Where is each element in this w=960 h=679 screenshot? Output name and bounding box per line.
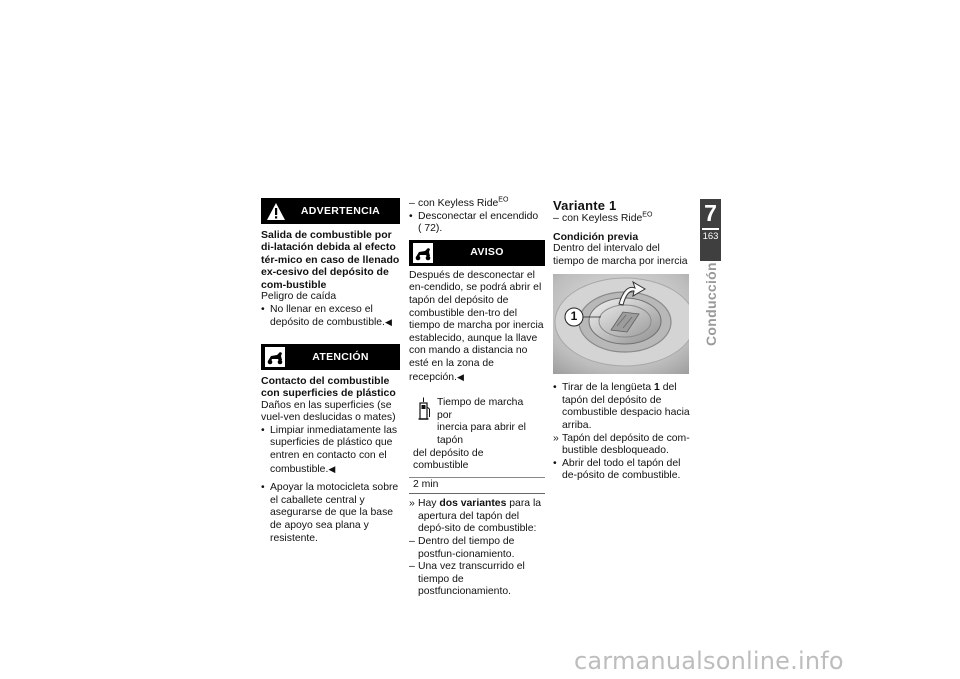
condition-item: – con Keyless Ride$^{EO}$ [553,211,653,224]
list-item: • Apoyar la motocicleta sobre el caballete central y asegurarse de que la base de apoyo sea plana y resistente. [261,482,399,544]
step-item: • Abrir del todo el tapón del de-pósito de combustible. [553,457,681,482]
notice-label: AVISO [470,246,504,259]
condition-item: – con Keyless Ride$^{EO}$ [409,196,509,209]
result-item: » Tapón del depósito de com-bustible desbloqueado. [553,432,690,457]
condition-list [553,213,691,226]
watermark: carmanualsonline.info [574,647,844,675]
page-number: 163 [702,231,719,242]
chapter-divider [702,228,719,230]
attention-list [261,425,400,545]
figure-callout-label: 1 [570,309,578,324]
warning-list [261,304,400,330]
notice-bar [409,240,545,266]
column-right [553,198,691,483]
info-line-3: del depósito de combustible [413,447,484,472]
column-middle [409,198,545,599]
warning-heading: Salida de combustible por di-latación debida al efecto tér-mico en caso de llenado ex-cesivo del depósito de com-bustible [261,229,400,291]
notice-text: Después de desconectar el en-cendido, se podrá abrir el tapón del depósito de combustible den-tro del tiempo de marcha por inercia establecido, aunque la llave con mando a distancia no esté en la zona de recepción.◀ [409,269,544,383]
warning-label: ADVERTENCIA [300,204,381,217]
step-item: • Tirar de la lengüeta 1 del tapón del depósito de combustible despacio hacia arriba. [553,382,690,431]
dash-item: – Una vez transcurrido el tiempo de postfuncionamiento. [409,561,525,598]
warning-triangle-icon [266,202,286,222]
fuel-cap-illustration [553,274,689,374]
results-list [409,498,545,599]
info-line-2: inercia para abrir el tapón [437,422,526,446]
chapter-number: 7 [704,200,717,226]
fuel-cap-photo [553,274,689,374]
steps-list [409,198,545,236]
prereq-heading: Condición previa [553,230,639,243]
dash-item: – Dentro del tiempo de postfun-cionamiento. [409,536,515,560]
motorcycle-icon [413,243,433,263]
attention-bar [261,344,400,370]
step-item: • Desconectar el encendido ( 72). [409,210,539,235]
attention-intro: Daños en las superficies (se vuel-ven deslucidas o mates) [261,399,396,424]
prereq-text: Dentro del intervalo del tiempo de marcha por inercia [553,243,688,267]
result-item: » Hay dos variantes para la apertura del tapón del depó-sito de combustible: [409,498,542,535]
chapter-tab [700,199,721,261]
list-item: • No llenar en exceso el depósito de combustible.◀ [261,303,392,329]
fuel-pump-icon [417,397,431,427]
section-title: Variante 1 [553,198,617,213]
list-item: • Limpiar inmediatamente las superficies de plástico que entren en contacto con el combustible.◀ [261,424,398,475]
attention-heading: Contacto del combustible con superficies de plástico [261,374,396,400]
info-line-1: Tiempo de marcha por [437,397,524,421]
attention-label: ATENCIÓN [312,350,369,363]
column-left [261,198,400,545]
info-value: 2 min [413,478,439,490]
motorcycle-icon [265,347,285,367]
info-box [409,392,545,494]
warning-intro: Peligro de caída [261,291,337,303]
chapter-title: Conducción [703,262,719,346]
instructions-list [553,382,691,483]
warning-bar [261,198,400,224]
info-box-header [409,392,545,478]
